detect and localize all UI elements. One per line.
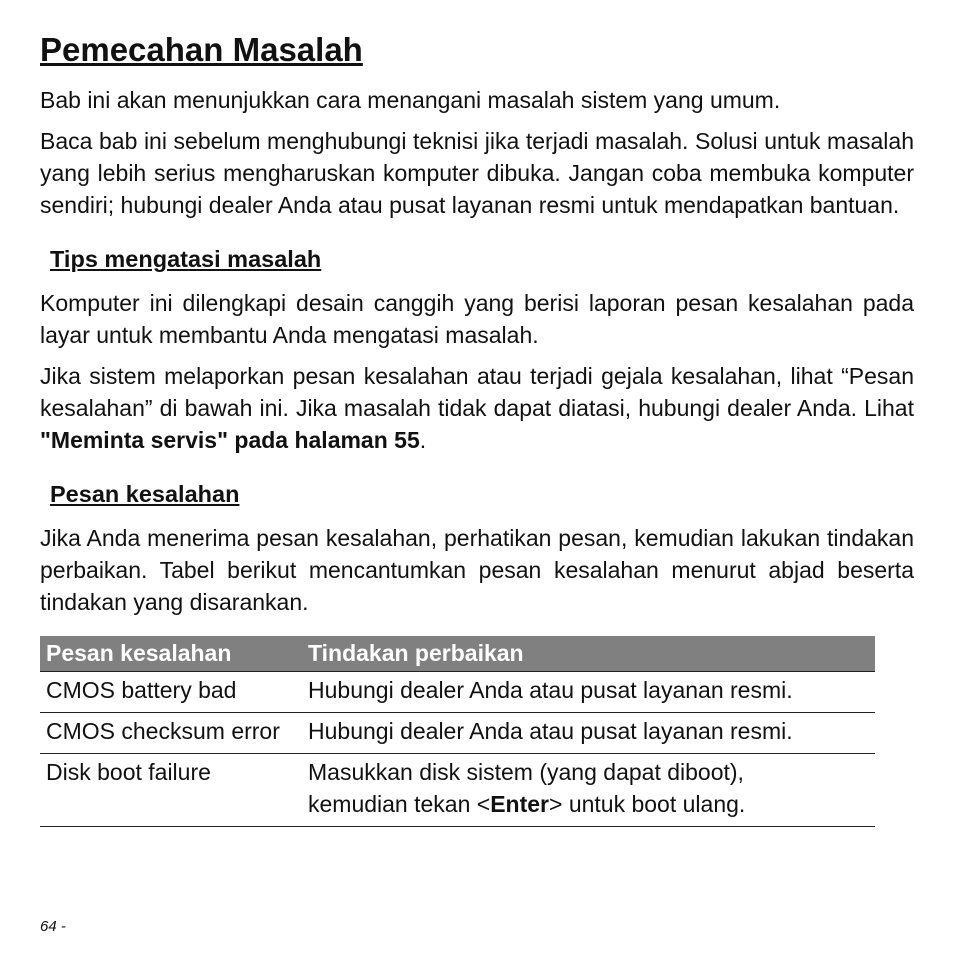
action-line-1: Masukkan disk sistem (yang dapat diboot), <box>308 759 744 785</box>
intro-paragraph-1: Bab ini akan menunjukkan cara menangani masalah sistem yang umum. <box>40 87 781 113</box>
page-title: Pemecahan Masalah <box>40 31 363 68</box>
table-row <box>40 672 875 713</box>
error-message-table <box>40 636 875 827</box>
action-line-2-start: kemudian tekan < <box>308 791 491 817</box>
corrective-action-cell <box>302 754 875 827</box>
tips-paragraph-2-text: Jika sistem melaporkan pesan kesalahan atau terjadi gejala kesalahan, lihat “Pesan kesalahan” di bawah ini. Jika masalah tidak dapat diatasi, hubungi dealer Anda. Lihat <box>40 363 914 421</box>
error-messages-paragraph: Jika Anda menerima pesan kesalahan, perhatikan pesan, kemudian lakukan tindakan perbaikan. Tabel berikut mencantumkan pesan kesalahan menurut abjad beserta tindakan yang disarankan. <box>40 525 914 615</box>
error-message-cell: CMOS battery bad <box>40 672 302 713</box>
service-reference-link: "Meminta servis" pada halaman 55 <box>40 427 420 453</box>
table-header-row <box>40 636 875 672</box>
section-heading-tips: Tips mengatasi masalah <box>50 246 322 272</box>
error-message-cell: CMOS checksum error <box>40 713 302 754</box>
tips-paragraph-2 <box>40 360 914 456</box>
tips-paragraph-1: Komputer ini dilengkapi desain canggih yang berisi laporan pesan kesalahan pada layar untuk membantu Anda mengatasi masalah. <box>40 290 914 348</box>
action-line-2-end: > untuk boot ulang. <box>549 791 746 817</box>
page-number: 64 - <box>40 918 66 935</box>
error-message-cell: Disk boot failure <box>40 754 302 827</box>
intro-paragraph-2: Baca bab ini sebelum menghubungi teknisi jika terjadi masalah. Solusi untuk masalah yang lebih serius mengharuskan komputer dibuka. Jangan coba membuka komputer sendiri; hubungi dealer Anda atau pusat layanan resmi untuk mendapatkan bantuan. <box>40 128 914 218</box>
table-row <box>40 754 875 827</box>
section-heading-error-messages: Pesan kesalahan <box>50 481 240 507</box>
table-header-message: Pesan kesalahan <box>40 636 302 672</box>
tips-paragraph-2-end: . <box>419 427 427 453</box>
table-row <box>40 713 875 754</box>
corrective-action-cell: Hubungi dealer Anda atau pusat layanan resmi. <box>302 672 875 713</box>
document-page <box>40 28 914 827</box>
enter-key-label: Enter <box>490 791 549 817</box>
corrective-action-cell: Hubungi dealer Anda atau pusat layanan resmi. <box>302 713 875 754</box>
table-header-action: Tindakan perbaikan <box>302 636 875 672</box>
